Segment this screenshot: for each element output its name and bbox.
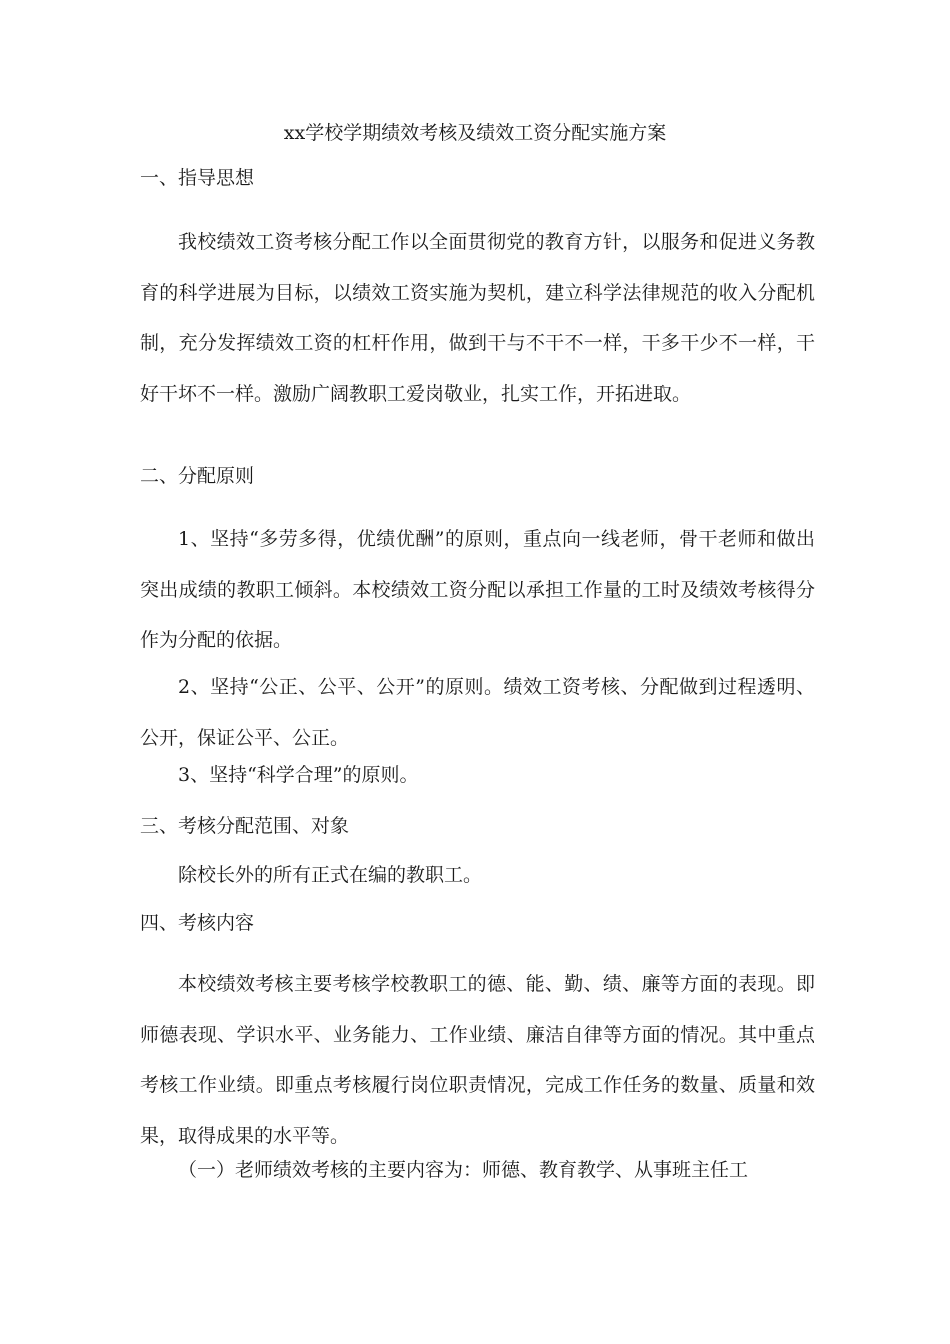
paragraph-assessment-content: 本校绩效考核主要考核学校教职工的德、能、勤、绩、廉等方面的表现。即师德表现、学识水平、业务能力、工作业绩、廉洁自律等方面的情况。其中重点考核工作业绩。即重点考核履行岗位职责情况，完成工作任务的数量、质量和效果，取得成果的水平等。 <box>140 973 815 1147</box>
section-heading-scope: 三、考核分配范围、对象 <box>140 815 350 837</box>
document-title: xx学校学期绩效考核及绩效工资分配实施方案 <box>283 122 667 144</box>
paragraph-guiding-ideology: 我校绩效工资考核分配工作以全面贯彻党的教育方针，以服务和促进义务教育的科学进展为目标，以绩效工资实施为契机，建立科学法律规范的收入分配机制，充分发挥绩效工资的杠杆作用，做到干与不干不一样，干多干少不一样，干好干坏不一样。激励广阔教职工爱岗敬业，扎实工作，开拓进取。 <box>140 231 815 405</box>
paragraph-principle-3: 3、坚持“科学合理”的原则。 <box>178 764 419 786</box>
paragraph-teacher-assessment: （一）老师绩效考核的主要内容为：师德、教育教学、从事班主任工 <box>178 1159 749 1181</box>
section-heading-distribution-principles: 二、分配原则 <box>140 465 255 487</box>
section-heading-guiding-ideology: 一、指导思想 <box>140 167 255 189</box>
paragraph-principle-1: 1、坚持“多劳多得，优绩优酬”的原则，重点向一线老师，骨干老师和做出突出成绩的教职工倾斜。本校绩效工资分配以承担工作量的工时及绩效考核得分作为分配的依据。 <box>140 528 815 651</box>
section-heading-assessment-content: 四、考核内容 <box>140 912 255 934</box>
paragraph-principle-2: 2、坚持“公正、公平、公开”的原则。绩效工资考核、分配做到过程透明、公开，保证公平、公正。 <box>140 676 815 749</box>
paragraph-scope: 除校长外的所有正式在编的教职工。 <box>178 864 483 886</box>
